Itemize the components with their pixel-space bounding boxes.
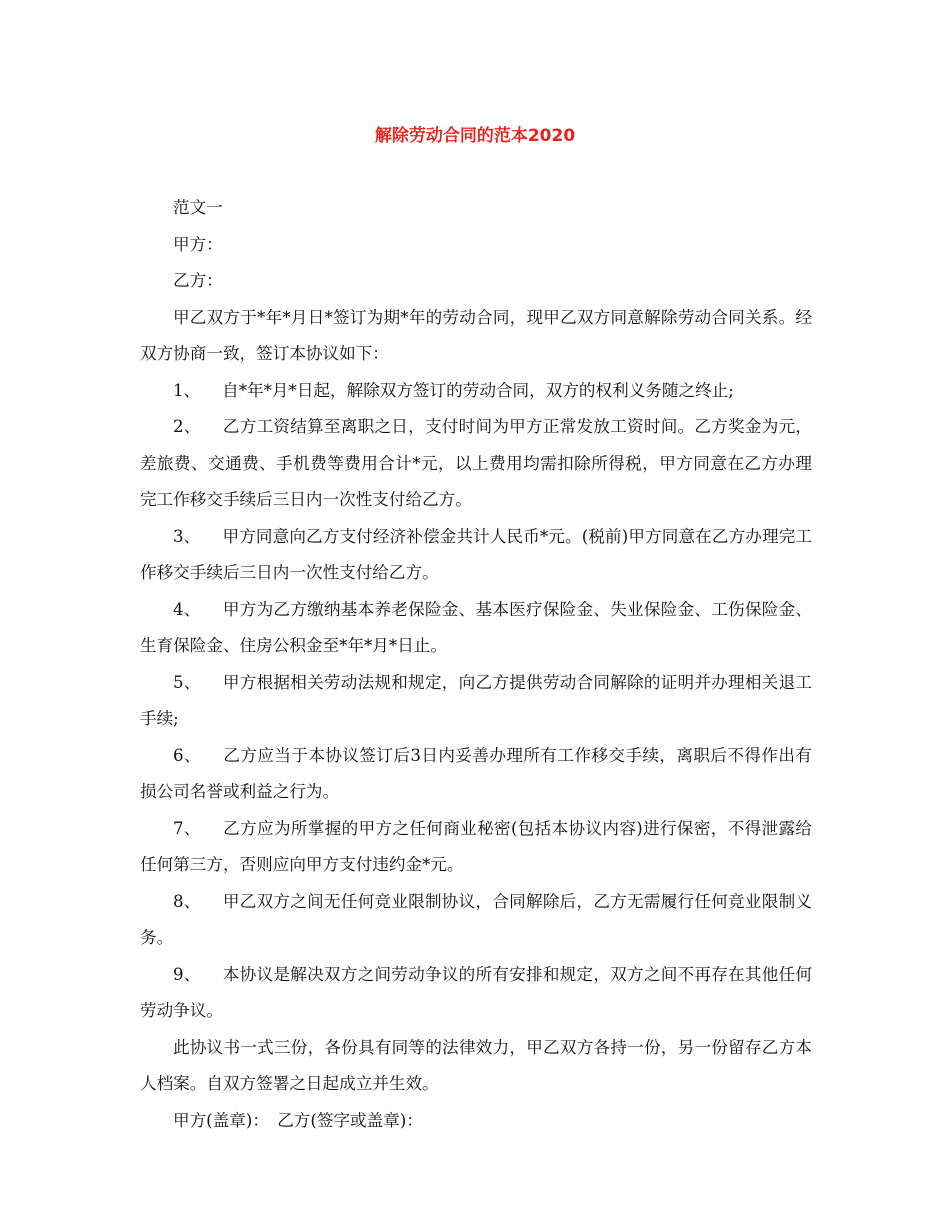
- paragraph: [140, 592, 812, 665]
- paragraph-text: 甲方：: [173, 234, 223, 254]
- paragraph: [140, 300, 812, 373]
- paragraph-text: 此协议书一式三份，各份具有同等的法律效力，甲乙双方各持一份，另一份留存乙方本人档案。自双方签署之日起成立并生效。: [140, 1037, 812, 1093]
- clause-number: 9、: [173, 964, 201, 984]
- document-body: [140, 190, 812, 1139]
- paragraph-text: 乙方应当于本协议签订后3日内妥善办理所有工作移交手续，离职后不得作出有损公司名誉或利益之行为。: [140, 745, 812, 801]
- paragraph: [140, 738, 812, 811]
- paragraph-text: 自*年*月*日起，解除双方签订的劳动合同，双方的权利义务随之终止;: [222, 380, 734, 400]
- paragraph-text: 甲乙双方之间无任何竞业限制协议，合同解除后，乙方无需履行任何竞业限制义务。: [140, 891, 813, 947]
- clause-number: 7、: [173, 818, 201, 838]
- clause-number: 3、: [173, 526, 201, 546]
- paragraph: [140, 263, 812, 300]
- paragraph-text: 乙方应为所掌握的甲方之任何商业秘密(包括本协议内容)进行保密，不得泄露给任何第三方，否则应向甲方支付违约金*元。: [140, 818, 812, 874]
- paragraph: [140, 1103, 812, 1140]
- clause-number: 4、: [173, 599, 201, 619]
- paragraph-text: 甲乙双方于*年*月日*签订为期*年的劳动合同，现甲乙双方同意解除劳动合同关系。经双方协商一致，签订本协议如下：: [140, 307, 812, 363]
- clause-number: 8、: [173, 891, 201, 911]
- paragraph-text: 甲方根据相关劳动法规和规定，向乙方提供劳动合同解除的证明并办理相关退工手续;: [140, 672, 813, 728]
- paragraph: [140, 811, 812, 884]
- paragraph: [140, 884, 812, 957]
- paragraph: [140, 227, 812, 264]
- paragraph-text: 乙方：: [173, 271, 223, 290]
- clause-number: 2、: [173, 417, 201, 436]
- paragraph: [140, 957, 812, 1030]
- clause-number: 5、: [173, 672, 201, 692]
- document-title: 解除劳动合同的范本2020: [374, 126, 576, 146]
- paragraph-text: 甲方为乙方缴纳基本养老保险金、基本医疗保险金、失业保险金、工伤保险金、生育保险金、住房公积金至*年*月*日止。: [140, 599, 813, 655]
- paragraph-text: 甲方同意向乙方支付经济补偿金共计人民币*元。(税前)甲方同意在乙方办理完工作移交手续后三日内一次性支付给乙方。: [140, 526, 813, 582]
- clause-number: 1、: [173, 380, 201, 400]
- paragraph-text: 乙方工资结算至离职之日，支付时间为甲方正常发放工资时间。乙方奖金为元，差旅费、交通费、手机费等费用合计*元，以上费用均需扣除所得税，甲方同意在乙方办理完工作移交手续后三日内一次性支付给乙方。: [140, 417, 813, 509]
- paragraph-text: 范文一: [173, 198, 223, 217]
- paragraph: [140, 1030, 812, 1103]
- paragraph: [140, 190, 812, 227]
- clause-number: 6、: [173, 745, 201, 765]
- paragraph-text: 甲方(盖章)： 乙方(签字或盖章)：: [173, 1110, 423, 1130]
- paragraph: [140, 519, 812, 592]
- paragraph: [140, 665, 812, 738]
- paragraph: [140, 373, 812, 410]
- paragraph: [140, 409, 812, 519]
- paragraph-text: 本协议是解决双方之间劳动争议的所有安排和规定，双方之间不再存在其他任何劳动争议。: [140, 964, 813, 1020]
